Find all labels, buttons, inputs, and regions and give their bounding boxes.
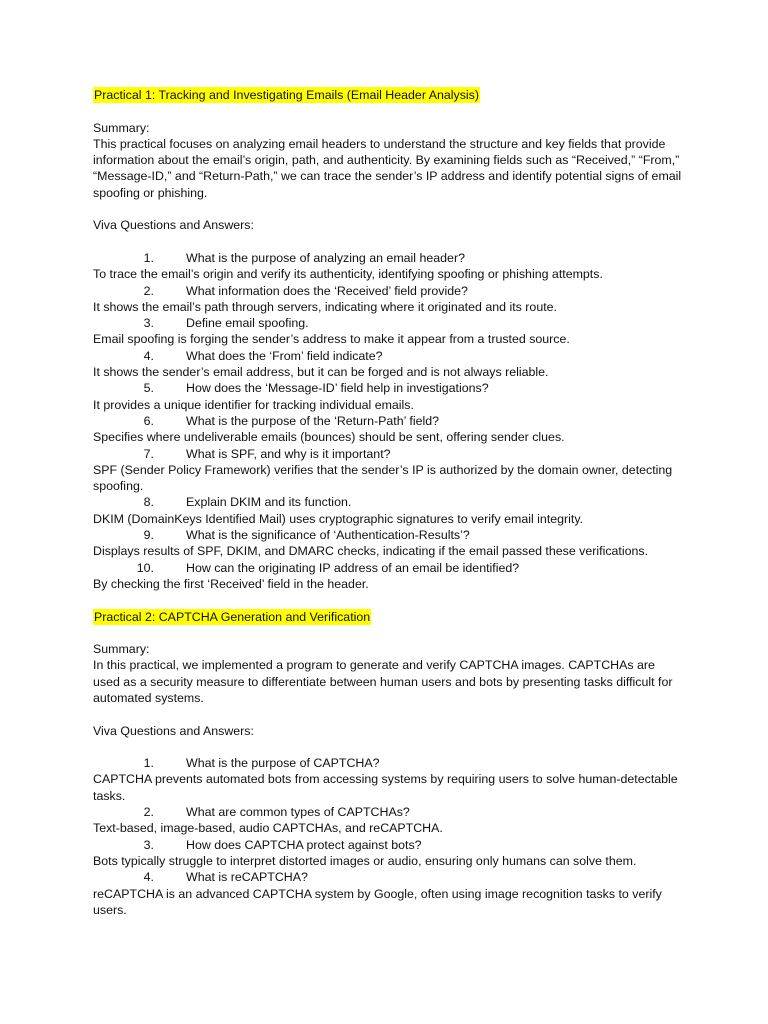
answer-text: It shows the sender’s email address, but it can be forged and is not always reliable. (93, 365, 549, 380)
question-text: What is SPF, and why is it important? (186, 446, 391, 461)
answer-text: Specifies where undeliverable emails (bounces) should be sent, offering sender clues. (93, 430, 565, 445)
document-page (93, 87, 683, 918)
question-number: 1. (143, 756, 154, 771)
question-item (93, 380, 683, 396)
question-text: What is the significance of ‘Authentication-Results’? (186, 528, 470, 543)
question-item (93, 869, 683, 885)
answer-text: Displays results of SPF, DKIM, and DMARC checks, indicating if the email passed these verifications. (93, 544, 649, 559)
question-text: What is the purpose of CAPTCHA? (186, 756, 380, 771)
question-number: 10. (136, 560, 154, 575)
question-number: 4. (143, 870, 154, 885)
question-item (93, 413, 683, 429)
practical-2-heading: Practical 2: CAPTCHA Generation and Verification (94, 609, 371, 624)
practical-2-qa-list (93, 755, 683, 918)
question-item (93, 527, 683, 543)
answer-text: To trace the email’s origin and verify its authenticity, identifying spoofing or phishing attempts. (93, 267, 603, 282)
question-text: How can the originating IP address of an email be identified? (186, 560, 520, 575)
question-item (93, 494, 683, 510)
answer-text: DKIM (DomainKeys Identified Mail) uses cryptographic signatures to verify email integrity. (93, 511, 584, 526)
spacer (93, 234, 683, 250)
question-number: 3. (143, 316, 154, 331)
question-number: 9. (143, 528, 154, 543)
question-number: 7. (143, 446, 154, 461)
answer-text: CAPTCHA prevents automated bots from accessing systems by requiring users to solve human-detectable tasks. (93, 772, 678, 803)
question-item (93, 755, 683, 771)
practical-1-summary-label: Summary: (93, 120, 150, 135)
answer-text: Text-based, image-based, audio CAPTCHAs, and reCAPTCHA. (93, 821, 443, 836)
spacer (93, 201, 683, 217)
practical-1-summary-text: This practical focuses on analyzing email headers to understand the structure and key fields that provide information about the email’s origin, path, and authenticity. By examining fields such as “Received,” “From,” “Message-ID,” and “Return-Path,” we can trace the sender’s IP address and identify potential signs of email spoofing or phishing. (93, 136, 682, 200)
question-text: How does CAPTCHA protect against bots? (186, 837, 422, 852)
question-text: What are common types of CAPTCHAs? (186, 805, 410, 820)
question-item (93, 446, 683, 462)
spacer (93, 706, 683, 722)
question-item (93, 804, 683, 820)
question-number: 1. (143, 250, 154, 265)
answer-text: reCAPTCHA is an advanced CAPTCHA system by Google, often using image recognition tasks to verify users. (93, 886, 662, 917)
question-number: 5. (143, 381, 154, 396)
spacer (93, 625, 683, 641)
answer-text: Email spoofing is forging the sender’s address to make it appear from a trusted source. (93, 332, 570, 347)
question-text: How does the ‘Message-ID’ field help in investigations? (186, 381, 489, 396)
question-text: What information does the ‘Received’ field provide? (186, 283, 468, 298)
practical-1-viva-label: Viva Questions and Answers: (93, 218, 254, 233)
question-text: Define email spoofing. (186, 316, 309, 331)
spacer (93, 592, 683, 608)
answer-text: Bots typically struggle to interpret distorted images or audio, ensuring only humans can solve them. (93, 853, 637, 868)
question-text: Explain DKIM and its function. (186, 495, 352, 510)
answer-text: It provides a unique identifier for tracking individual emails. (93, 397, 414, 412)
question-item (93, 837, 683, 853)
question-item (93, 560, 683, 576)
question-number: 4. (143, 348, 154, 363)
question-text: What is reCAPTCHA? (186, 870, 308, 885)
answer-text: It shows the email’s path through servers, indicating where it originated and its route. (93, 299, 557, 314)
question-number: 2. (143, 283, 154, 298)
answer-text: SPF (Sender Policy Framework) verifies that the sender’s IP is authorized by the domain owner, detecting spoofing. (93, 462, 673, 494)
question-item (93, 283, 683, 299)
practical-1-section (93, 87, 683, 103)
spacer (93, 103, 683, 119)
question-number: 6. (143, 413, 154, 428)
practical-1-heading: Practical 1: Tracking and Investigating Emails (Email Header Analysis) (94, 88, 479, 102)
practical-2-summary-text: In this practical, we implemented a program to generate and verify CAPTCHA images. CAPTCHAs are used as a security measure to differentiate between human users and bots by presenting tasks difficult for automated systems. (93, 658, 673, 705)
spacer (93, 739, 683, 755)
question-text: What does the ‘From’ field indicate? (186, 348, 383, 363)
practical-2-section (93, 609, 683, 625)
question-text: What is the purpose of the ‘Return-Path’ field? (186, 413, 439, 428)
practical-2-viva-label: Viva Questions and Answers: (93, 723, 254, 738)
answer-text: By checking the first ‘Received’ field in the header. (93, 576, 369, 591)
practical-1-qa-list (93, 250, 683, 592)
question-number: 8. (143, 495, 154, 510)
question-number: 3. (143, 837, 154, 852)
question-text: What is the purpose of analyzing an email header? (186, 250, 465, 265)
question-item (93, 348, 683, 364)
question-item (93, 250, 683, 266)
practical-2-summary-label: Summary: (93, 642, 150, 657)
question-item (93, 315, 683, 331)
question-number: 2. (143, 805, 154, 820)
